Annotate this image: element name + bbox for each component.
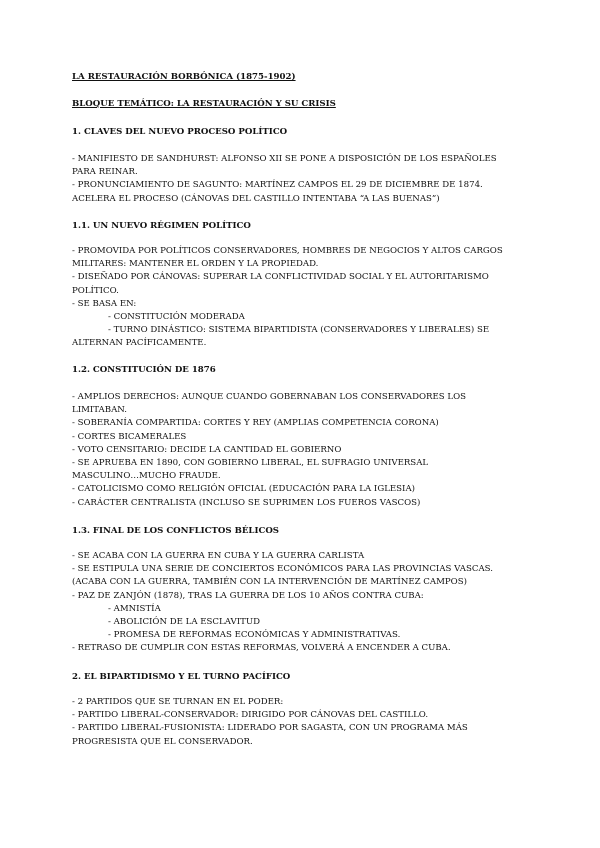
document-subtitle-block (72, 98, 542, 111)
text-line: PROGRESISTA QUE EL CONSERVADOR. (72, 736, 253, 747)
text-line: - PROMESA DE REFORMAS ECONÓMICAS Y ADMINISTRATIVAS. (108, 630, 401, 641)
text-line: - MANIFIESTO DE SANDHURST: ALFONSO XII SE PONE A DISPOSICIÓN DE LOS ESPAÑOLES (72, 154, 497, 164)
section-1-1-body (72, 245, 542, 351)
text-line: - SOBERANÍA COMPARTIDA: CORTES Y REY (AMPLIAS COMPETENCIA CORONA) (72, 418, 439, 429)
section-heading: 1.2. CONSTITUCIÓN DE 1876 (72, 365, 216, 375)
section-1-2 (72, 364, 542, 377)
section-1-1 (72, 220, 542, 233)
section-1-body (72, 153, 542, 206)
text-line: - SE ACABA CON LA GUERRA EN CUBA Y LA GUERRA CARLISTA (72, 551, 365, 561)
section-2 (72, 671, 542, 684)
text-line: - SE APRUEBA EN 1890, CON GOBIERNO LIBERAL, EL SUFRAGIO UNIVERSAL (72, 458, 429, 469)
section-1-3-body (72, 550, 542, 656)
text-line: - SE BASA EN: (72, 298, 137, 309)
text-line: - CATOLICISMO COMO RELIGIÓN OFICIAL (EDUCACIÓN PARA LA IGLESIA) (72, 484, 416, 495)
section-2-body (72, 696, 542, 749)
text-line: POLÍTICO. (72, 285, 119, 296)
text-line: PARA REINAR. (72, 167, 138, 178)
text-line: - TURNO DINÁSTICO: SISTEMA BIPARTIDISTA (CONSERVADORES Y LIBERALES) SE (108, 325, 490, 336)
section-1-2-body (72, 391, 542, 510)
text-line: - AMNISTÍA (108, 603, 161, 614)
document-title-block (72, 71, 542, 84)
text-line: - SE ESTIPULA UNA SERIE DE CONCIERTOS ECONÓMICOS PARA LAS PROVINCIAS VASCAS. (72, 564, 493, 575)
section-heading: 1.3. FINAL DE LOS CONFLICTOS BÉLICOS (72, 526, 280, 536)
text-line: - PRONUNCIAMIENTO DE SAGUNTO: MARTÍNEZ CAMPOS EL 29 DE DICIEMBRE DE 1874. (72, 180, 483, 191)
text-line: ALTERNAN PACÍFICAMENTE. (72, 338, 207, 349)
text-line: - 2 PARTIDOS QUE SE TURNAN EN EL PODER: (72, 697, 284, 707)
text-line: - ABOLICIÓN DE LA ESCLAVITUD (108, 617, 260, 628)
text-line: - PARTIDO LIBERAL-CONSERVADOR: DIRIGIDO POR CÁNOVAS DEL CASTILLO. (72, 710, 429, 721)
text-line: - DISEÑADO POR CÁNOVAS: SUPERAR LA CONFLICTIVIDAD SOCIAL Y EL AUTORITARISMO (72, 272, 489, 283)
text-line: - RETRASO DE CUMPLIR CON ESTAS REFORMAS, VOLVERÁ A ENCENDER A CUBA. (72, 643, 451, 654)
text-line: - AMPLIOS DERECHOS: AUNQUE CUANDO GOBERNABAN LOS CONSERVADORES LOS (72, 392, 467, 402)
text-line: MILITARES: MANTENER EL ORDEN Y LA PROPIEDAD. (72, 259, 319, 270)
section-heading: 2. EL BIPARTIDISMO Y EL TURNO PACÍFICO (72, 672, 291, 682)
document-subtitle: BLOQUE TEMÁTICO: LA RESTAURACIÓN Y SU CRISIS (72, 99, 336, 109)
section-1 (72, 126, 542, 139)
text-line: - CARÁCTER CENTRALISTA (INCLUSO SE SUPRIMEN LOS FUEROS VASCOS) (72, 497, 421, 508)
text-line: - VOTO CENSITARIO: DECIDE LA CANTIDAD EL GOBIERNO (72, 444, 342, 455)
text-line: - PARTIDO LIBERAL-FUSIONISTA: LIDERADO POR SAGASTA, CON UN PROGRAMA MÁS (72, 723, 468, 734)
section-heading: 1.1. UN NUEVO RÉGIMEN POLÍTICO (72, 221, 251, 231)
text-line: LIMITABAN. (72, 405, 127, 416)
text-line: - PAZ DE ZANJÓN (1878), TRAS LA GUERRA DE LOS 10 AÑOS CONTRA CUBA: (72, 590, 424, 601)
section-heading: 1. CLAVES DEL NUEVO PROCESO POLÍTICO (72, 127, 288, 137)
text-line: - CONSTITUCIÓN MODERADA (108, 312, 245, 323)
text-line: - PROMOVIDA POR POLÍTICOS CONSERVADORES, HOMBRES DE NEGOCIOS Y ALTOS CARGOS (72, 246, 503, 256)
text-line: (ACABA CON LA GUERRA, TAMBIÉN CON LA INTERVENCIÓN DE MARTÍNEZ CAMPOS) (72, 577, 467, 588)
section-1-3 (72, 525, 542, 538)
text-line: ACELERA EL PROCESO (CÁNOVAS DEL CASTILLO INTENTABA “A LAS BUENAS”) (72, 193, 440, 204)
document-title: LA RESTAURACIÓN BORBÓNICA (1875-1902) (72, 72, 296, 82)
text-line: MASCULINO…MUCHO FRAUDE. (72, 471, 221, 482)
text-line: - CORTES BICAMERALES (72, 431, 187, 442)
